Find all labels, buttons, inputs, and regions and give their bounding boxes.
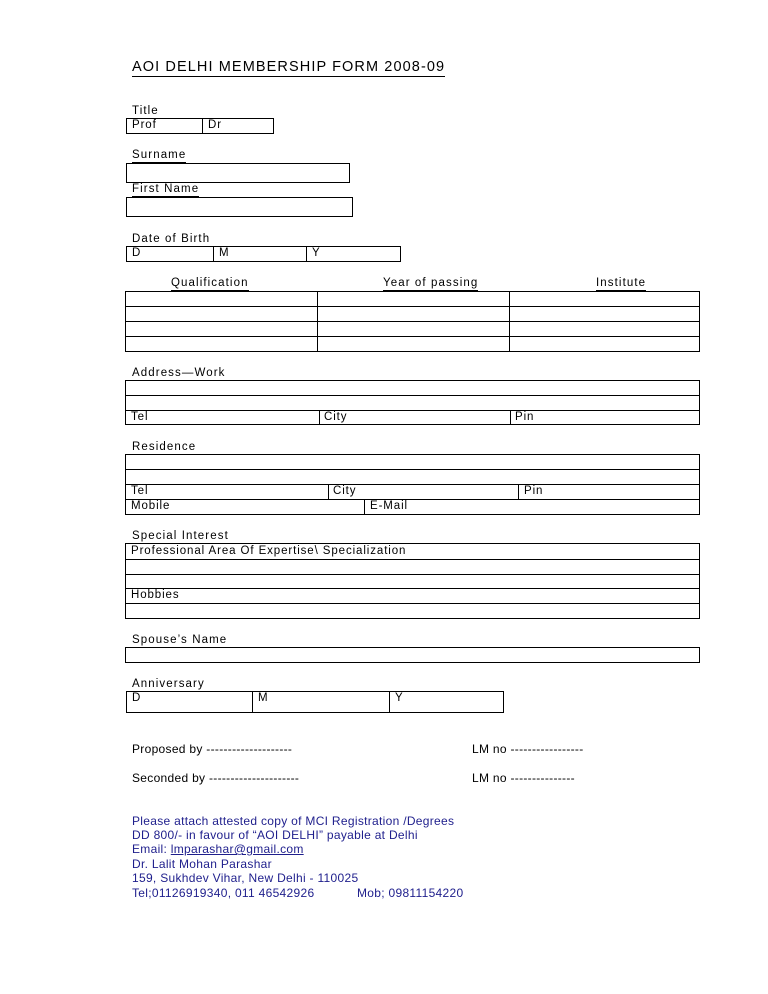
- proposed-lm-no: LM no -----------------: [472, 742, 584, 756]
- anniversary-label: Anniversary: [132, 678, 205, 690]
- dob-year[interactable]: Y: [312, 247, 321, 259]
- title-field[interactable]: [126, 118, 274, 134]
- form-title: AOI DELHI MEMBERSHIP FORM 2008-09: [132, 59, 446, 75]
- year-of-passing-header: Year of passing: [383, 277, 479, 289]
- dd-note: DD 800/- in favour of “AOI DELHI” payable at Delhi: [132, 828, 418, 842]
- contact-tel: Tel;01126919340, 011 46542926: [132, 886, 315, 900]
- residence-city-label: City: [333, 485, 357, 497]
- seconded-by: Seconded by ---------------------: [132, 771, 300, 785]
- anniversary-field[interactable]: [126, 691, 504, 713]
- email-label: E-Mail: [370, 500, 408, 512]
- title-option-prof[interactable]: Prof: [132, 119, 157, 131]
- mobile-label: Mobile: [131, 500, 171, 512]
- email-prefix: Email:: [132, 842, 171, 856]
- work-tel-label: Tel: [131, 411, 149, 423]
- contact-name: Dr. Lalit Mohan Parashar: [132, 857, 272, 871]
- surname-field[interactable]: [126, 163, 350, 183]
- qualification-header: Qualification: [171, 277, 249, 289]
- anniversary-year[interactable]: Y: [395, 692, 404, 704]
- qualification-table[interactable]: [125, 291, 700, 352]
- first-name-label: First Name: [132, 183, 200, 195]
- institute-header: Institute: [596, 277, 647, 289]
- work-pin-label: Pin: [515, 411, 535, 423]
- anniversary-day[interactable]: D: [132, 692, 142, 704]
- email-link[interactable]: lmparashar@gmail.com: [170, 842, 304, 856]
- seconded-lm-no: LM no ---------------: [472, 771, 575, 785]
- attach-note: Please attach attested copy of MCI Registration /Degrees: [132, 814, 455, 828]
- contact-address: 159, Sukhdev Vihar, New Delhi - 110025: [132, 871, 359, 885]
- contact-mob: Mob; 09811154220: [357, 886, 464, 900]
- special-interest-label: Special Interest: [132, 530, 229, 542]
- expertise-label: Professional Area Of Expertise\ Specialization: [131, 545, 407, 557]
- special-interest-box[interactable]: [125, 543, 700, 619]
- spouse-label: Spouse’s Name: [132, 634, 228, 646]
- address-work-label: Address—Work: [132, 367, 226, 379]
- title-label: Title: [132, 105, 159, 117]
- residence-pin-label: Pin: [524, 485, 544, 497]
- residence-box[interactable]: [125, 454, 700, 515]
- residence-tel-label: Tel: [131, 485, 149, 497]
- title-option-dr[interactable]: Dr: [208, 119, 222, 131]
- work-city-label: City: [324, 411, 348, 423]
- first-name-field[interactable]: [126, 197, 353, 217]
- spouse-field[interactable]: [125, 647, 700, 663]
- surname-label: Surname: [132, 149, 187, 161]
- address-work-box[interactable]: [125, 380, 700, 425]
- dob-field[interactable]: [126, 246, 401, 262]
- anniversary-month[interactable]: M: [258, 692, 269, 704]
- dob-month[interactable]: M: [219, 247, 230, 259]
- proposed-by: Proposed by --------------------: [132, 742, 293, 756]
- dob-day[interactable]: D: [132, 247, 142, 259]
- email-line: [132, 842, 304, 857]
- residence-label: Residence: [132, 441, 197, 453]
- hobbies-label: Hobbies: [131, 589, 180, 601]
- dob-label: Date of Birth: [132, 233, 211, 245]
